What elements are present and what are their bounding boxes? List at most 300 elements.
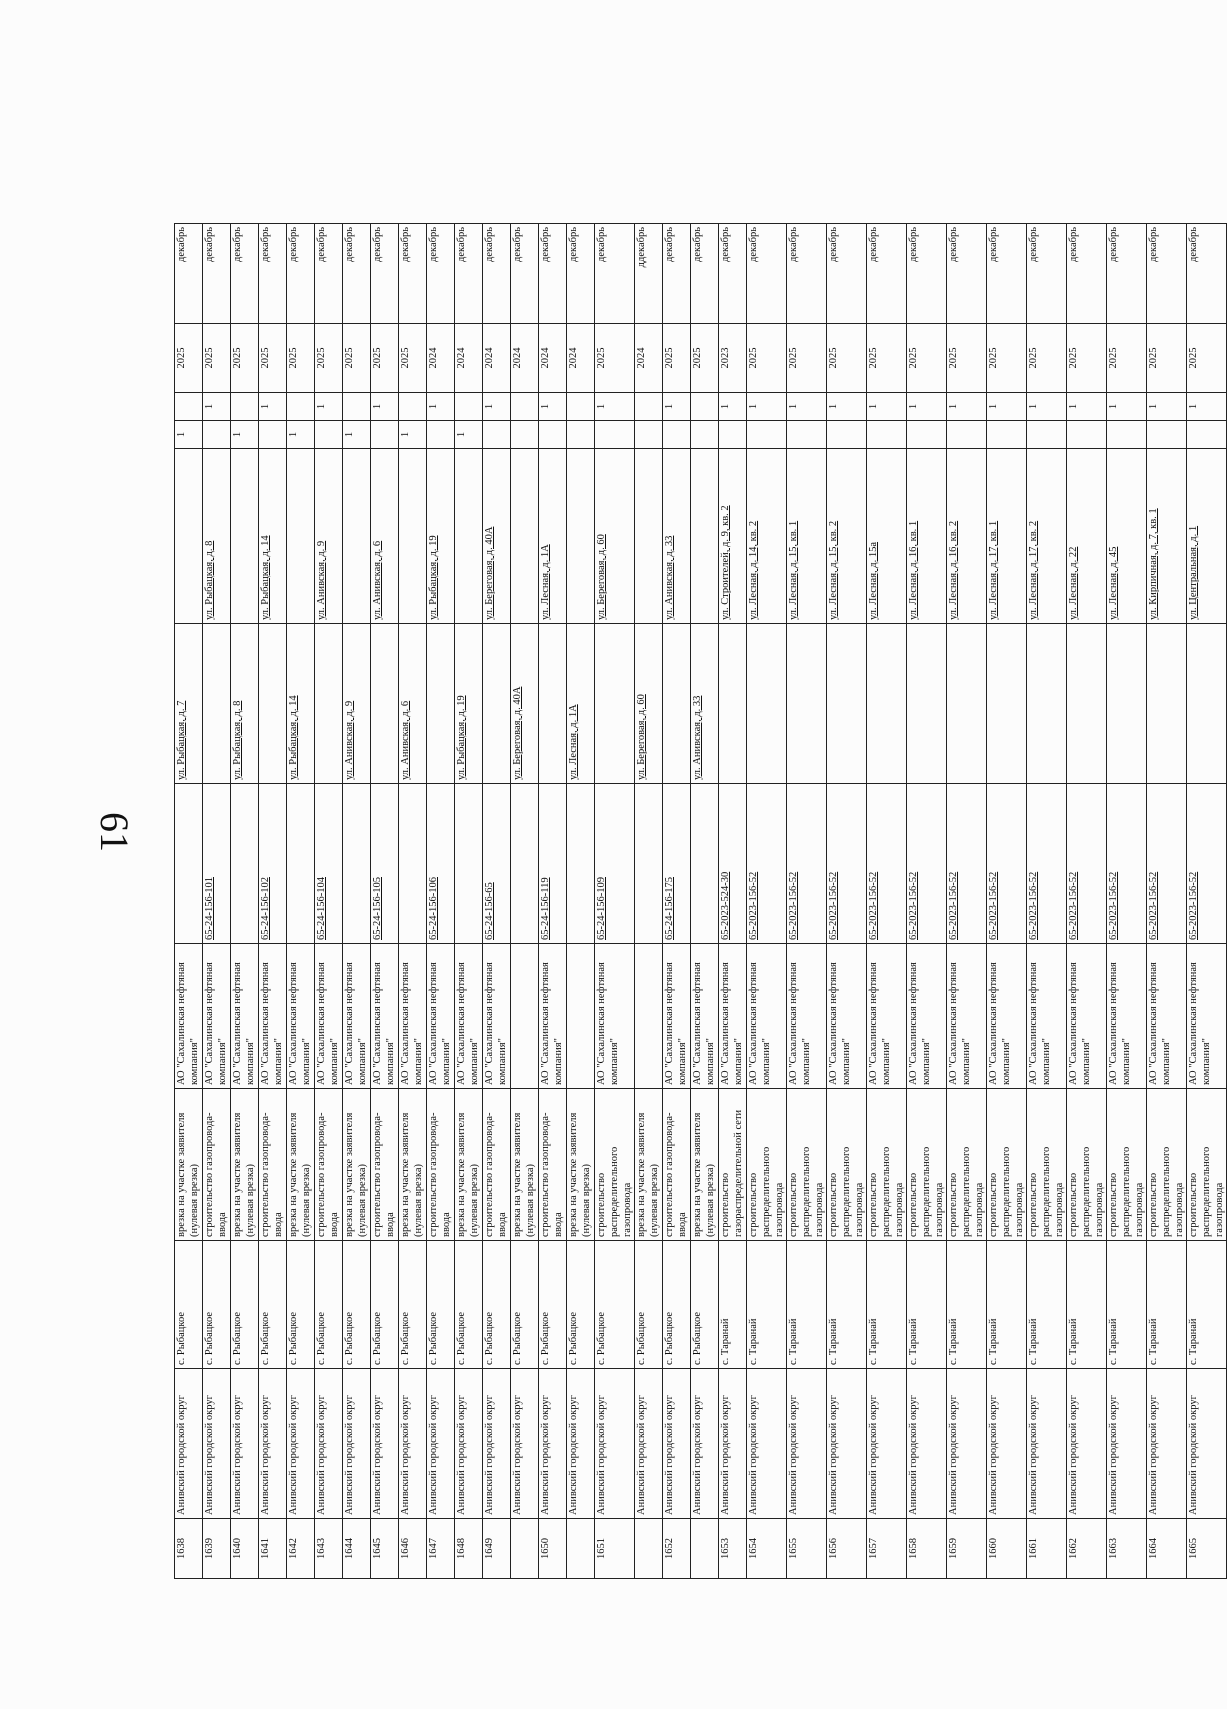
month-cell: декабрь (399, 224, 427, 324)
month-cell: декабрь (719, 224, 747, 324)
work-type-cell: строительство распределительного газопровода (1187, 1089, 1227, 1241)
owner-cell: АО "Сахалинская нефтяная компания" (175, 944, 203, 1089)
table-row (315, 224, 343, 1579)
locality-cell: с. Рыбацкое (483, 1241, 511, 1369)
address-cell (663, 624, 691, 784)
row-number: 1647 (427, 1519, 455, 1579)
page-number: 61 (92, 812, 137, 852)
year-cell: 2025 (595, 324, 635, 393)
object-address-cell (175, 449, 203, 624)
month-cell: декабрь (1147, 224, 1187, 324)
table-row (787, 224, 827, 1579)
count-cell-2: 1 (371, 393, 399, 421)
count-cell (371, 421, 399, 449)
table-row (1147, 224, 1187, 1579)
locality-cell: с. Рыбацкое (635, 1241, 663, 1369)
district-cell: Анивский городской округ (987, 1369, 1027, 1519)
work-type-cell: строительство газопровода-ввода (427, 1089, 455, 1241)
count-cell: 1 (399, 421, 427, 449)
address-cell (787, 624, 827, 784)
month-cell: декабрь (747, 224, 787, 324)
locality-cell: с. Таранай (1187, 1241, 1227, 1369)
district-cell: Анивский городской округ (203, 1369, 231, 1519)
count-cell-2: 1 (827, 393, 867, 421)
owner-cell: АО "Сахалинская нефтяная компания" (987, 944, 1027, 1089)
owner-cell: АО "Сахалинская нефтяная компания" (1187, 944, 1227, 1089)
month-cell: декабрь (947, 224, 987, 324)
district-cell: Анивский городской округ (231, 1369, 259, 1519)
count-cell: 1 (455, 421, 483, 449)
cadastral-number-cell: 65-2023-156-52 (1147, 784, 1187, 944)
locality-cell: с. Рыбацкое (539, 1241, 567, 1369)
count-cell-2 (343, 393, 371, 421)
address-cell (1147, 624, 1187, 784)
object-address-cell: ул. Лесная, д. 1А (539, 449, 567, 624)
row-number: 1645 (371, 1519, 399, 1579)
table-row (719, 224, 747, 1579)
address-cell (315, 624, 343, 784)
row-number: 1638 (175, 1519, 203, 1579)
count-cell-2: 1 (663, 393, 691, 421)
month-cell: декабрь (175, 224, 203, 324)
locality-cell: с. Таранай (719, 1241, 747, 1369)
year-cell: 2025 (1187, 324, 1227, 393)
district-cell: Анивский городской округ (1067, 1369, 1107, 1519)
locality-cell: с. Рыбацкое (231, 1241, 259, 1369)
count-cell (595, 421, 635, 449)
owner-cell: АО "Сахалинская нефтяная компания" (663, 944, 691, 1089)
work-type-cell: строительство распределительного газопровода (907, 1089, 947, 1241)
year-cell: 2025 (203, 324, 231, 393)
address-cell (539, 624, 567, 784)
address-cell (827, 624, 867, 784)
cadastral-number-cell (175, 784, 203, 944)
owner-cell: АО "Сахалинская нефтяная компания" (1147, 944, 1187, 1089)
table-row (567, 224, 595, 1579)
district-cell: Анивский городской округ (663, 1369, 691, 1519)
owner-cell: АО "Сахалинская нефтяная компания" (259, 944, 287, 1089)
count-cell: 1 (287, 421, 315, 449)
cadastral-number-cell: 65-24-156-109 (595, 784, 635, 944)
locality-cell: с. Таранай (747, 1241, 787, 1369)
year-cell: 2025 (867, 324, 907, 393)
count-cell (1107, 421, 1147, 449)
object-address-cell: ул. Лесная, д. 14, кв. 2 (747, 449, 787, 624)
table-row (691, 224, 719, 1579)
address-cell (987, 624, 1027, 784)
month-cell: декабрь (1067, 224, 1107, 324)
work-type-cell: врезка на участке заявителя (нулевая врезка) (175, 1089, 203, 1241)
count-cell-2 (399, 393, 427, 421)
work-type-cell: строительство газопровода-ввода (371, 1089, 399, 1241)
count-cell-2 (287, 393, 315, 421)
cadastral-number-cell: 65-2023-156-52 (1027, 784, 1067, 944)
year-cell: 2025 (259, 324, 287, 393)
address-cell (427, 624, 455, 784)
count-cell (907, 421, 947, 449)
count-cell-2 (691, 393, 719, 421)
object-address-cell: ул. Лесная, д. 45 (1107, 449, 1147, 624)
work-type-cell: врезка на участке заявителя (нулевая врезка) (399, 1089, 427, 1241)
count-cell-2: 1 (595, 393, 635, 421)
count-cell (987, 421, 1027, 449)
month-cell: декабрь (987, 224, 1027, 324)
address-cell (595, 624, 635, 784)
owner-cell: АО "Сахалинская нефтяная компания" (203, 944, 231, 1089)
object-address-cell: ул. Лесная, д. 16, кв. 1 (907, 449, 947, 624)
owner-cell: АО "Сахалинская нефтяная компания" (287, 944, 315, 1089)
cadastral-number-cell: 65-2023-156-52 (747, 784, 787, 944)
cadastral-number-cell: 65-2023-156-52 (987, 784, 1027, 944)
table-row (399, 224, 427, 1579)
table-row (1107, 224, 1147, 1579)
work-type-cell: строительство распределительного газопровода (987, 1089, 1027, 1241)
year-cell: 2024 (567, 324, 595, 393)
district-cell: Анивский городской округ (827, 1369, 867, 1519)
month-cell: декабрь (595, 224, 635, 324)
work-type-cell: строительство газопровода-ввода (663, 1089, 691, 1241)
address-cell (483, 624, 511, 784)
table-row (483, 224, 511, 1579)
locality-cell: с. Рыбацкое (663, 1241, 691, 1369)
month-cell: декабрь (483, 224, 511, 324)
month-cell: декабрь (427, 224, 455, 324)
cadastral-number-cell: 65-2023-156-52 (947, 784, 987, 944)
count-cell-2 (175, 393, 203, 421)
cadastral-number-cell (399, 784, 427, 944)
object-address-cell (399, 449, 427, 624)
object-address-cell: ул. Анивская, д. 6 (371, 449, 399, 624)
month-cell: декабрь (1027, 224, 1067, 324)
cadastral-number-cell: 65-24-156-102 (259, 784, 287, 944)
owner-cell: АО "Сахалинская нефтяная компания" (867, 944, 907, 1089)
object-address-cell: ул. Береговая, д. 60 (595, 449, 635, 624)
object-address-cell (511, 449, 539, 624)
table-row (867, 224, 907, 1579)
year-cell: 2025 (231, 324, 259, 393)
locality-cell: с. Рыбацкое (259, 1241, 287, 1369)
month-cell: декабрь (455, 224, 483, 324)
year-cell: 2025 (1147, 324, 1187, 393)
locality-cell: с. Рыбацкое (691, 1241, 719, 1369)
year-cell: 2025 (947, 324, 987, 393)
row-number: 1653 (719, 1519, 747, 1579)
address-cell: ул. Анивская, д. 33 (691, 624, 719, 784)
row-number (511, 1519, 539, 1579)
table-row (663, 224, 691, 1579)
year-cell: 2024 (455, 324, 483, 393)
object-address-cell: ул. Лесная, д. 15а (867, 449, 907, 624)
month-cell: декабрь (511, 224, 539, 324)
cadastral-number-cell: 65-24-156-101 (203, 784, 231, 944)
work-type-cell: строительство распределительного газопровода (747, 1089, 787, 1241)
district-cell: Анивский городской округ (567, 1369, 595, 1519)
count-cell (719, 421, 747, 449)
cadastral-number-cell: 65-2023-524-30 (719, 784, 747, 944)
year-cell: 2024 (539, 324, 567, 393)
locality-cell: с. Рыбацкое (399, 1241, 427, 1369)
work-type-cell: врезка на участке заявителя (нулевая врезка) (635, 1089, 663, 1241)
count-cell: 1 (343, 421, 371, 449)
year-cell: 2025 (987, 324, 1027, 393)
cadastral-number-cell (511, 784, 539, 944)
address-cell: ул. Анивская, д. 9 (343, 624, 371, 784)
count-cell: 1 (231, 421, 259, 449)
object-address-cell: ул. Центральная, д. 1 (1187, 449, 1227, 624)
cadastral-number-cell: 65-24-156-175 (663, 784, 691, 944)
district-cell: Анивский городской округ (1107, 1369, 1147, 1519)
work-type-cell: врезка на участке заявителя (нулевая врезка) (287, 1089, 315, 1241)
work-type-cell: строительство распределительного газопровода (1107, 1089, 1147, 1241)
year-cell: 2025 (287, 324, 315, 393)
district-cell: Анивский городской округ (399, 1369, 427, 1519)
row-number: 1658 (907, 1519, 947, 1579)
owner-cell: АО "Сахалинская нефтяная компания" (483, 944, 511, 1089)
address-cell (1107, 624, 1147, 784)
row-number: 1664 (1147, 1519, 1187, 1579)
object-address-cell: ул. Лесная, д. 17, кв. 2 (1027, 449, 1067, 624)
count-cell-2 (511, 393, 539, 421)
table-row (371, 224, 399, 1579)
row-number: 1640 (231, 1519, 259, 1579)
owner-cell: АО "Сахалинская нефтяная компания" (399, 944, 427, 1089)
count-cell (867, 421, 907, 449)
row-number: 1659 (947, 1519, 987, 1579)
work-type-cell: строительство распределительного газопровода (787, 1089, 827, 1241)
year-cell: 2025 (343, 324, 371, 393)
count-cell-2 (567, 393, 595, 421)
count-cell (259, 421, 287, 449)
count-cell-2 (635, 393, 663, 421)
work-type-cell: строительство газопровода-ввода (259, 1089, 287, 1241)
address-cell (259, 624, 287, 784)
district-cell: Анивский городской округ (371, 1369, 399, 1519)
row-number: 1641 (259, 1519, 287, 1579)
count-cell (787, 421, 827, 449)
count-cell (1067, 421, 1107, 449)
owner-cell (511, 944, 539, 1089)
work-type-cell: строительство газопровода-ввода (483, 1089, 511, 1241)
year-cell: 2025 (175, 324, 203, 393)
row-number: 1662 (1067, 1519, 1107, 1579)
count-cell-2: 1 (315, 393, 343, 421)
count-cell (747, 421, 787, 449)
year-cell: 2025 (1107, 324, 1147, 393)
count-cell-2: 1 (907, 393, 947, 421)
count-cell-2: 1 (947, 393, 987, 421)
count-cell-2: 1 (1027, 393, 1067, 421)
count-cell (947, 421, 987, 449)
table-row (827, 224, 867, 1579)
cadastral-number-cell: 65-24-156-65 (483, 784, 511, 944)
district-cell: Анивский городской округ (595, 1369, 635, 1519)
object-address-cell: ул. Береговая, д. 40А (483, 449, 511, 624)
count-cell-2: 1 (787, 393, 827, 421)
address-cell: ул. Береговая, д. 40А (511, 624, 539, 784)
district-cell: Анивский городской округ (511, 1369, 539, 1519)
count-cell-2 (455, 393, 483, 421)
year-cell: 2025 (1067, 324, 1107, 393)
cadastral-number-cell: 65-2023-156-52 (907, 784, 947, 944)
count-cell (663, 421, 691, 449)
work-type-cell: врезка на участке заявителя (нулевая врезка) (567, 1089, 595, 1241)
cadastral-number-cell (635, 784, 663, 944)
count-cell: 1 (175, 421, 203, 449)
cadastral-number-cell (343, 784, 371, 944)
month-cell: декабрь (259, 224, 287, 324)
district-cell: Анивский городской округ (315, 1369, 343, 1519)
owner-cell: АО "Сахалинская нефтяная компания" (595, 944, 635, 1089)
cadastral-number-cell: 65-2023-156-52 (867, 784, 907, 944)
district-cell: Анивский городской округ (455, 1369, 483, 1519)
month-cell: декабрь (827, 224, 867, 324)
count-cell-2: 1 (719, 393, 747, 421)
table-row (1067, 224, 1107, 1579)
count-cell (1147, 421, 1187, 449)
count-cell-2: 1 (987, 393, 1027, 421)
table-row (947, 224, 987, 1579)
address-cell: ул. Береговая, д. 60 (635, 624, 663, 784)
count-cell-2: 1 (427, 393, 455, 421)
table-row (343, 224, 371, 1579)
table-row (427, 224, 455, 1579)
object-address-cell: ул. Лесная, д. 22 (1067, 449, 1107, 624)
cadastral-number-cell: 65-2023-156-52 (827, 784, 867, 944)
month-cell: декабрь (539, 224, 567, 324)
address-cell (719, 624, 747, 784)
gas-connection-table (174, 223, 1227, 1579)
address-cell (867, 624, 907, 784)
table-row (259, 224, 287, 1579)
work-type-cell: строительство газопровода-ввода (539, 1089, 567, 1241)
owner-cell: АО "Сахалинская нефтяная компания" (1107, 944, 1147, 1089)
row-number (567, 1519, 595, 1579)
count-cell (635, 421, 663, 449)
locality-cell: с. Рыбацкое (343, 1241, 371, 1369)
table-row (635, 224, 663, 1579)
count-cell-2: 1 (1187, 393, 1227, 421)
district-cell: Анивский городской округ (947, 1369, 987, 1519)
row-number: 1655 (787, 1519, 827, 1579)
row-number: 1663 (1107, 1519, 1147, 1579)
count-cell (427, 421, 455, 449)
row-number (635, 1519, 663, 1579)
month-cell: декабрь (787, 224, 827, 324)
count-cell (827, 421, 867, 449)
month-cell: декабрь (1107, 224, 1147, 324)
work-type-cell: врезка на участке заявителя (нулевая врезка) (455, 1089, 483, 1241)
count-cell-2: 1 (1067, 393, 1107, 421)
table-row (907, 224, 947, 1579)
locality-cell: с. Таранай (787, 1241, 827, 1369)
object-address-cell: ул. Лесная, д. 15, кв. 1 (787, 449, 827, 624)
address-cell: ул. Рыбацкая, д. 7 (175, 624, 203, 784)
month-cell: декабрь (287, 224, 315, 324)
object-address-cell (455, 449, 483, 624)
locality-cell: с. Таранай (827, 1241, 867, 1369)
year-cell: 2025 (1027, 324, 1067, 393)
row-number: 1656 (827, 1519, 867, 1579)
work-type-cell: строительство газопровода-ввода (315, 1089, 343, 1241)
owner-cell: АО "Сахалинская нефтяная компания" (827, 944, 867, 1089)
district-cell: Анивский городской округ (635, 1369, 663, 1519)
object-address-cell (287, 449, 315, 624)
work-type-cell: строительство распределительного газопровода (867, 1089, 907, 1241)
object-address-cell (691, 449, 719, 624)
object-address-cell: ул. Рыбацкая, д. 14 (259, 449, 287, 624)
owner-cell: АО "Сахалинская нефтяная компания" (747, 944, 787, 1089)
address-cell (947, 624, 987, 784)
row-number: 1642 (287, 1519, 315, 1579)
locality-cell: с. Рыбацкое (427, 1241, 455, 1369)
object-address-cell: ул. Строителей, д. 9, кв. 2 (719, 449, 747, 624)
count-cell (483, 421, 511, 449)
row-number: 1649 (483, 1519, 511, 1579)
district-cell: Анивский городской округ (259, 1369, 287, 1519)
year-cell: 2025 (787, 324, 827, 393)
count-cell (315, 421, 343, 449)
work-type-cell: строительство распределительного газопровода (1147, 1089, 1187, 1241)
count-cell (1187, 421, 1227, 449)
month-cell: декабрь (343, 224, 371, 324)
table-row (595, 224, 635, 1579)
row-number: 1661 (1027, 1519, 1067, 1579)
count-cell-2: 1 (747, 393, 787, 421)
address-cell (1027, 624, 1067, 784)
district-cell: Анивский городской округ (1027, 1369, 1067, 1519)
work-type-cell: строительство газораспределительной сети (719, 1089, 747, 1241)
locality-cell: с. Рыбацкое (203, 1241, 231, 1369)
district-cell: Анивский городской округ (747, 1369, 787, 1519)
owner-cell: АО "Сахалинская нефтяная компания" (427, 944, 455, 1089)
locality-cell: с. Таранай (1147, 1241, 1187, 1369)
year-cell: 2025 (827, 324, 867, 393)
count-cell (511, 421, 539, 449)
locality-cell: с. Таранай (1107, 1241, 1147, 1369)
count-cell (691, 421, 719, 449)
count-cell-2: 1 (1107, 393, 1147, 421)
table-row (203, 224, 231, 1579)
cadastral-number-cell: 65-2023-156-52 (1107, 784, 1147, 944)
object-address-cell: ул. Лесная, д. 16, кв. 2 (947, 449, 987, 624)
district-cell: Анивский городской округ (343, 1369, 371, 1519)
cadastral-number-cell (455, 784, 483, 944)
count-cell-2: 1 (259, 393, 287, 421)
owner-cell: АО "Сахалинская нефтяная компания" (315, 944, 343, 1089)
owner-cell: АО "Сахалинская нефтяная компания" (371, 944, 399, 1089)
table-row (455, 224, 483, 1579)
count-cell (539, 421, 567, 449)
month-cell: декабрь (867, 224, 907, 324)
year-cell: 2024 (635, 324, 663, 393)
year-cell: 2025 (907, 324, 947, 393)
owner-cell: АО "Сахалинская нефтяная компания" (539, 944, 567, 1089)
cadastral-number-cell: 65-24-156-119 (539, 784, 567, 944)
table-row (747, 224, 787, 1579)
row-number: 1643 (315, 1519, 343, 1579)
table-row (1187, 224, 1227, 1579)
month-cell: декабрь (567, 224, 595, 324)
locality-cell: с. Таранай (1067, 1241, 1107, 1369)
locality-cell: с. Рыбацкое (455, 1241, 483, 1369)
year-cell: 2024 (511, 324, 539, 393)
address-cell (1187, 624, 1227, 784)
cadastral-number-cell (231, 784, 259, 944)
count-cell (567, 421, 595, 449)
cadastral-number-cell: 65-24-156-104 (315, 784, 343, 944)
district-cell: Анивский городской округ (539, 1369, 567, 1519)
year-cell: 2025 (371, 324, 399, 393)
